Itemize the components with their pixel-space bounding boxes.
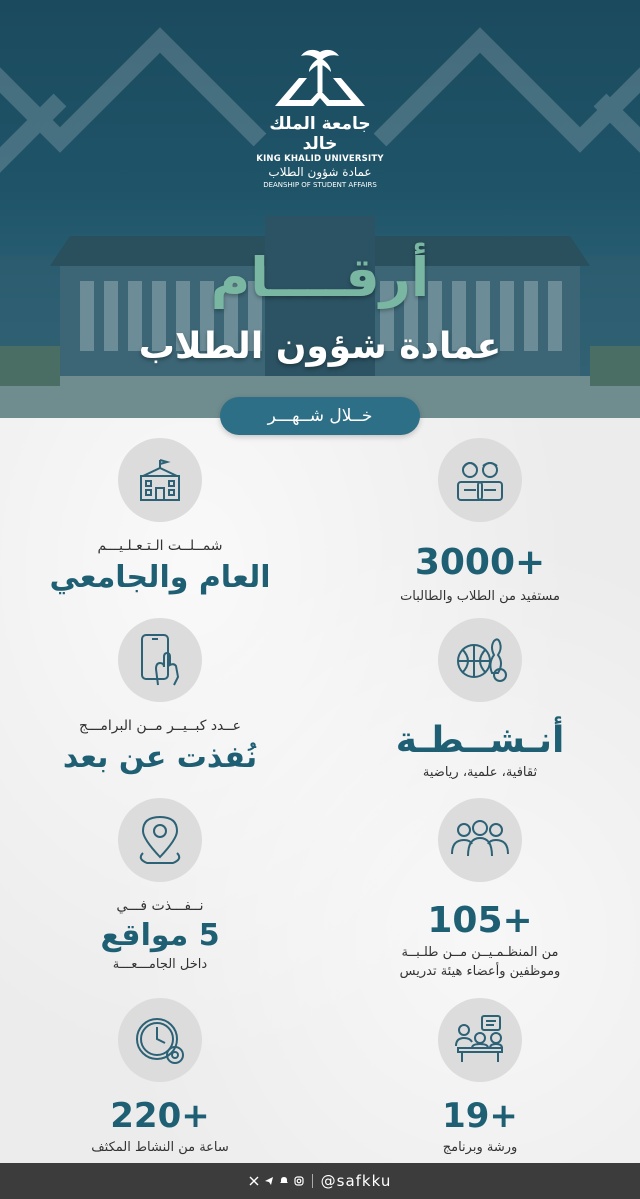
- page-subtitle: عمادة شؤون الطلاب: [138, 326, 502, 367]
- footer-bar: [0, 1163, 640, 1199]
- stat-hours: [10, 998, 310, 1155]
- stat-locations: [10, 798, 310, 972]
- clock-icon: [118, 998, 202, 1082]
- social-icons: [249, 1176, 304, 1186]
- organizers-value: 105+: [427, 900, 533, 941]
- x-icon[interactable]: [249, 1176, 259, 1186]
- university-name-arabic: جامعة الملك خالد: [269, 114, 371, 154]
- students-icon: [438, 438, 522, 522]
- university-logo: [250, 44, 390, 189]
- sports-icon: [438, 618, 522, 702]
- hours-caption: ساعة من النشاط المكثف: [91, 1140, 229, 1155]
- stat-education: [10, 438, 310, 595]
- deanship-name-arabic: عمادة شؤون الطلاب: [268, 165, 372, 179]
- activities-caption: ثقافية، علمية، رياضية: [422, 765, 538, 780]
- organizers-caption-2: وموظفين وأعضاء هيئة تدريس: [399, 964, 561, 979]
- deanship-name-english: DEANSHIP OF STUDENT AFFAIRS: [263, 181, 377, 189]
- stat-activities: [330, 618, 630, 780]
- activities-value: أنـشــطـة: [395, 720, 565, 761]
- group-icon: [438, 798, 522, 882]
- stat-remote-programs: [10, 618, 310, 775]
- instagram-icon[interactable]: [294, 1176, 304, 1186]
- location-icon: [118, 798, 202, 882]
- phone-touch-icon: [118, 618, 202, 702]
- university-name-english: KING KHALID UNIVERSITY: [256, 154, 384, 164]
- locations-caption: داخل الجامـــعـــة: [112, 957, 208, 972]
- beneficiaries-value: 3000+: [414, 542, 546, 583]
- stat-organizers: [330, 798, 630, 979]
- workshop-icon: [438, 998, 522, 1082]
- beneficiaries-caption: مستفيد من الطلاب والطالبات: [400, 589, 560, 604]
- stat-beneficiaries: [330, 438, 630, 604]
- stat-workshops: [330, 998, 630, 1155]
- remote-value: نُفذت عن بعد: [62, 740, 258, 775]
- telegram-icon[interactable]: [264, 1176, 274, 1186]
- palm-tree-logo-icon: [265, 44, 375, 114]
- workshops-value: 19+: [442, 1096, 518, 1136]
- stats-grid: [0, 418, 640, 1163]
- school-building-icon: [118, 438, 202, 522]
- hero-banner: [0, 0, 640, 418]
- page-title: أرقــــام: [210, 246, 430, 309]
- social-handle[interactable]: @safkku: [320, 1172, 392, 1190]
- education-top-text: شمــلــت الـتـعـلـيـــم: [97, 538, 223, 554]
- hours-value: 220+: [110, 1096, 210, 1136]
- remote-top-text: عــدد كبــيــر مــن البرامـــج: [79, 718, 241, 734]
- snapchat-icon[interactable]: [279, 1176, 289, 1186]
- organizers-caption: من المنظـمـيــن مــن طلـبــة: [401, 945, 559, 960]
- workshops-caption: ورشة وبرنامج: [442, 1140, 518, 1155]
- period-badge: خــلال شــهـــر: [220, 397, 420, 435]
- locations-top-text: نــفـــذت فـــي: [116, 898, 204, 914]
- footer-separator: [312, 1174, 313, 1188]
- education-value: العام والجامعي: [49, 560, 271, 595]
- locations-value: 5 مواقع: [100, 918, 220, 953]
